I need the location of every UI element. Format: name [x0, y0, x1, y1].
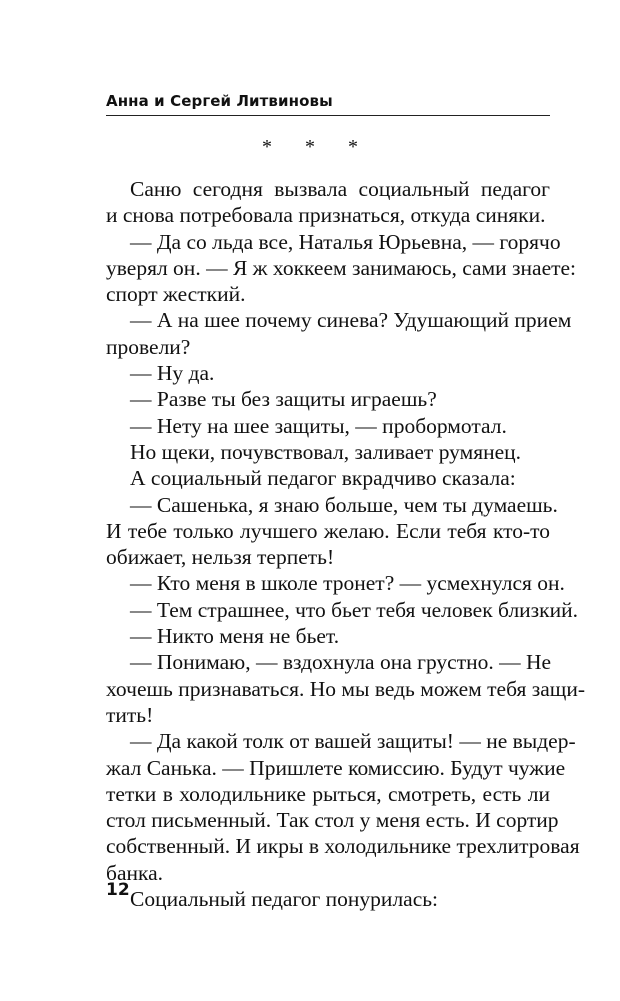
- text-line: жал Санька. — Пришлете комиссию. Будут чужие: [106, 755, 566, 780]
- text-line: тетки в холодильнике рыться, смотреть, есть ли: [106, 781, 550, 806]
- section-separator: * * *: [262, 136, 372, 158]
- text-line: — Никто меня не бьет.: [130, 624, 340, 649]
- text-line: Саню сегодня вызвала социальный педагог: [130, 177, 550, 201]
- text-line: И тебе только лучшего желаю. Если тебя кто-то: [106, 518, 550, 543]
- text-line: — Да какой толк от вашей защиты! — не выдер-: [130, 729, 576, 754]
- header-rule: [106, 115, 550, 116]
- page-number: 12: [106, 880, 130, 900]
- text-line: уверял он. — Я ж хоккеем занимаюсь, сами знаете:: [106, 255, 577, 280]
- text-line: спорт жесткий.: [106, 282, 246, 307]
- text-line: — Сашенька, я знаю больше, чем ты думаешь.: [130, 492, 558, 517]
- text-line: и снова потребовала признаться, откуда синяки.: [106, 203, 546, 228]
- text-line: — Нету на шее защиты, — пробормотал.: [130, 413, 507, 438]
- text-line: — Понимаю, — вздохнула она грустно. — Не: [130, 650, 552, 675]
- text-line: провели?: [106, 334, 191, 359]
- text-line: банка.: [106, 860, 164, 885]
- text-line: А социальный педагог вкрадчиво сказала:: [130, 466, 516, 491]
- text-line: — Кто меня в школе тронет? — усмехнулся он.: [130, 571, 565, 596]
- text-line: собственный. И икры в холодильнике трехлитровая: [106, 834, 580, 859]
- body-text: [106, 176, 586, 912]
- text-line: Социальный педагог понурилась:: [130, 887, 439, 912]
- text-line: Но щеки, почувствовал, заливает румянец.: [130, 439, 522, 464]
- text-line: тить!: [106, 702, 154, 727]
- text-line: хочешь признаваться. Но мы ведь можем тебя защи-: [106, 676, 586, 701]
- text-line: — Тем страшнее, что бьет тебя человек близкий.: [130, 597, 579, 622]
- text-line: стол письменный. Так стол у меня есть. И сортир: [106, 808, 559, 833]
- text-line: обижает, нельзя терпеть!: [106, 545, 335, 570]
- text-line: — Разве ты без защиты играешь?: [130, 387, 437, 412]
- text-line: — Да со льда все, Наталья Юрьевна, — горячо: [130, 229, 561, 254]
- running-head: Анна и Сергей Литвиновы: [106, 92, 333, 110]
- text-line: — Ну да.: [130, 361, 215, 386]
- text-line: — А на шее почему синева? Удушающий прием: [130, 308, 572, 333]
